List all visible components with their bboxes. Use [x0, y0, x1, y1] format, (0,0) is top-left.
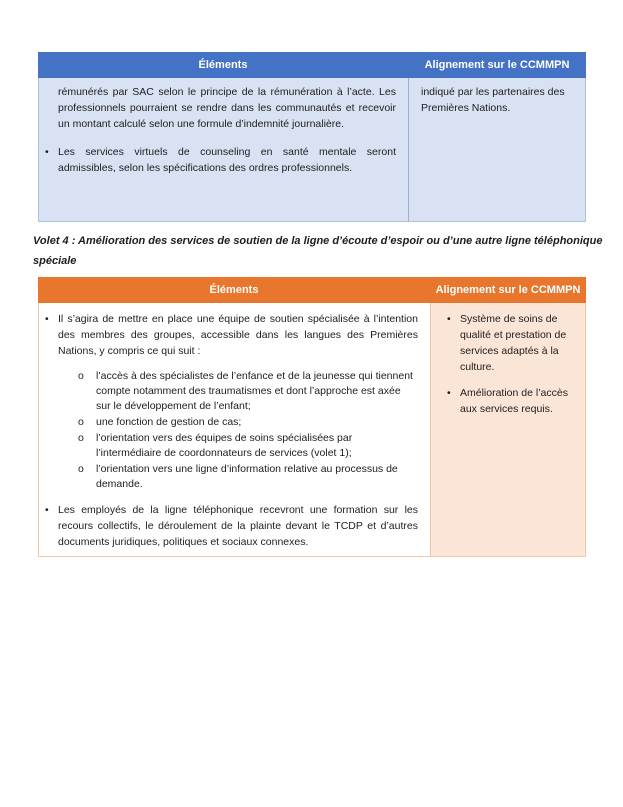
list-item	[45, 144, 396, 176]
sub-list-item	[78, 415, 418, 430]
table-blue-header-row	[38, 52, 586, 78]
list-item	[45, 502, 418, 550]
bullet-disc-icon: •	[447, 387, 451, 399]
cell-alignement	[409, 78, 585, 221]
bullet-disc-icon: •	[45, 504, 49, 516]
list-item	[45, 311, 418, 359]
table-blue-body-row	[38, 78, 586, 222]
list-item-text: Il s’agira de mettre en place une équipe de soutien spécialisée à l’intention des membres des groupes, accessible dans les langues des Premières Nations, y compris ce qui suit :	[58, 313, 418, 357]
table-orange-body-row	[38, 303, 586, 557]
list-item	[447, 385, 579, 417]
table-blue-volet3	[38, 52, 586, 222]
table-orange-volet4	[38, 277, 586, 557]
continuation-paragraph: rémunérés par SAC selon le principe de la rémunération à l’acte. Les professionnels pourraient se rendre dans les communautés et recevoir un montant calculé selon une formule d’indemnité journalière.	[58, 86, 396, 130]
table-orange-header-row	[38, 277, 586, 303]
bullet-circle-icon: o	[78, 370, 84, 382]
bullet-disc-icon: •	[447, 313, 451, 325]
column-header-alignement: Alignement sur le CCMMPN	[435, 284, 581, 296]
sub-list-item-text: l’orientation vers une ligne d’information relative au processus de demande.	[96, 463, 398, 490]
list-item-text: Système de soins de qualité et prestation de services adaptés à la culture.	[460, 313, 567, 373]
sub-list-item	[78, 431, 418, 461]
column-header-elements: Éléments	[209, 284, 259, 296]
bullet-circle-icon: o	[78, 432, 84, 444]
bullet-disc-icon: •	[45, 146, 49, 158]
sub-list-item-text: l’accès à des spécialistes de l’enfance et de la jeunesse qui tiennent compte notamment des traumatismes et dont l’approche est axée sur le développement de l’enfant;	[96, 370, 413, 412]
cell-elements	[39, 303, 431, 556]
column-header-elements: Éléments	[198, 59, 248, 71]
volet4-heading: Volet 4 : Amélioration des services de soutien de la ligne d’écoute d’espoir ou d’une autre ligne téléphonique spéciale	[33, 235, 603, 267]
list-item-text: Amélioration de l’accès aux services requis.	[460, 387, 568, 415]
cell-alignement	[431, 303, 585, 556]
bullet-circle-icon: o	[78, 416, 84, 428]
sub-list-item-text: une fonction de gestion de cas;	[96, 416, 242, 428]
sub-list-item-text: l’orientation vers des équipes de soins spécialisées par l’intermédiaire de coordonnateurs de services (volet 1);	[96, 432, 353, 459]
bullet-disc-icon: •	[45, 313, 49, 325]
sub-list	[78, 369, 418, 492]
bullet-circle-icon: o	[78, 463, 84, 475]
list-item-text: Les employés de la ligne téléphonique recevront une formation sur les recours collectifs, le déroulement de la plainte devant le TCDP et d’autres documents juridiques, politiques et sociaux connexes.	[58, 504, 418, 548]
list-item-text: Les services virtuels de counseling en santé mentale seront admissibles, selon les spécifications des ordres professionnels.	[58, 146, 396, 174]
sub-list-item	[78, 369, 418, 414]
continuation-paragraph: indiqué par les partenaires des Premières Nations.	[421, 86, 565, 114]
list-item	[447, 311, 579, 375]
sub-list-item	[78, 462, 418, 492]
cell-elements	[39, 78, 409, 221]
column-header-alignement: Alignement sur le CCMMPN	[424, 59, 570, 71]
